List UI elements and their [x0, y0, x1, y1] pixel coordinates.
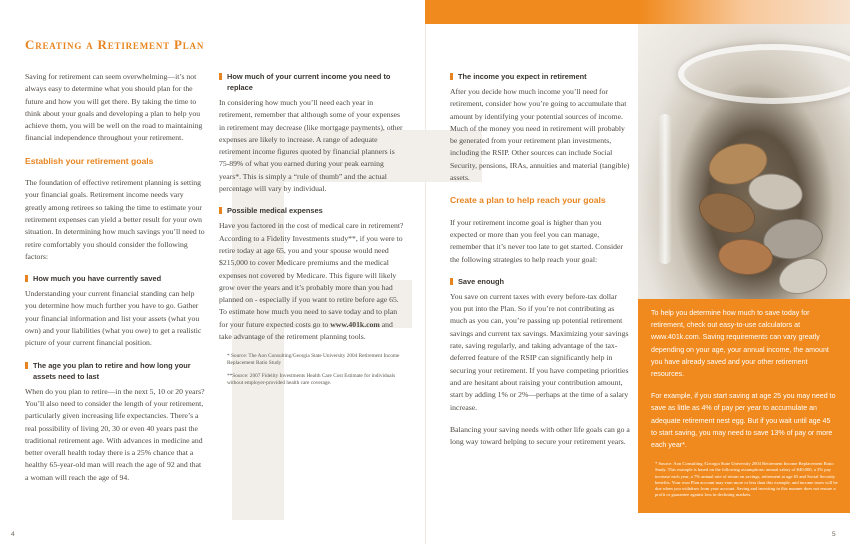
subheading-retire-age: The age you plan to retire and how long your assets need to last — [25, 360, 205, 382]
coin-jar-photo — [638, 24, 850, 299]
page-title: Creating a Retirement Plan — [25, 37, 205, 52]
section-heading-plan: Create a plan to help reach your goals — [450, 195, 606, 206]
sidebar-paragraph-2: For example, if you start saving at age 25 you may need to save as little as 4% of pay per year to accumulate an adequate retirement nest egg. But if you wait until age 45 to start saving, you may need to save 13% of pay or more each year*. — [651, 392, 836, 450]
income-replace-paragraph: In considering how much you’ll need each year in retirement, remember that although some of your expenses in retirement may decrease (like mortgage payments), other expenses are likely to increase. A range of adequate retirement income figures quoted by financial planners is 75-89% of what you earned during your peak earning years*. This is simply a “rule of thumb” and the actual percentage will vary by individual. — [219, 98, 403, 194]
subheading-income-replace: How much of your current income you need to replace — [219, 71, 404, 93]
subheading-expected-income: The income you expect in retirement — [450, 71, 630, 82]
balance-paragraph: Balancing your saving needs with other life goals can go a long way toward helping to secure your retirement years. — [450, 424, 630, 447]
subheading-current-savings: How much you have currently saved — [25, 273, 205, 284]
subheading-save-enough: Save enough — [450, 276, 630, 287]
intro-paragraph: Saving for retirement can seem overwhelming—it’s not always easy to determine what you should plan for the future and how you will get there. By taking the time to think about your goals and developing a plan to help you achieve them, you will be well on the road to maintaining financial independence throughout your retirement. — [25, 72, 203, 143]
save-enough-paragraph: You save on current taxes with every before-tax dollar you put into the Plan. So if you’re not contributing as much as you can, you’re passing up potential retirement savings and current tax savings. Maximizing your savings rate, saving regularly, and taking advantage of the tax-deferred feature of the RSIP can significantly help in securing your retirement. If you have competing priorities and are hesitant about raising your contribution amount, start by adding 1% or 2%—perhaps at the time of a salary increase. — [450, 291, 629, 412]
medical-paragraph: Have you factored in the cost of medical care in retirement? According to a Fidelity Investments study**, if you were to retire today at age 65, you and your spouse would need $215,000 to cover Medicare premiums and the medical expenses not covered by Medicare. This figure will likely grow over the years and it’s probably more than you had planned on - especially if you want to retire before age 65. To estimate how much you need to save today and to plan for your future expected costs go to www.401k.com and take advantage of the retirement planning tools. — [219, 221, 404, 342]
current-savings-paragraph: Understanding your current financial standing can help you determine how much further you have to go. Gather your financial information and list your assets (what you own) and your liabilities (what you owe) to get a realistic picture of your current financial position. — [25, 289, 202, 348]
sidebar-paragraph-1: To help you determine how much to save today for retirement, check out easy-to-use calculators at www.401k.com. Saving requirements can vary greatly depending on your age, your annual income, the amount you have already saved and your other retirement resources. — [651, 309, 829, 379]
retire-age-paragraph: When do you plan to retire—in the next 5, 10 or 20 years? You’ll also need to consider the length of your retirement, particularly given increasing life expectancies. There’s a real possibility of living 20, 30 or even 40 years past the traditional retirement age. With advances in medicine and better overall health today there is a 25% chance that a healthy 65-year-old man will reach the age of 92 and that a woman will reach the age of 94. — [25, 386, 205, 482]
plan-paragraph: If your retirement income goal is higher than you expected or more than you feel you can manage, remember that it’s never too late to get started. Consider the following strategies to help reach your goal: — [450, 217, 623, 264]
goals-paragraph: The foundation of effective retirement planning is setting your financial goals. Retirement income needs vary greatly among retirees so taking the time to estimate your retirement expenses can yield a better result for your own situation. In determining how much savings you’ll need to retire comfortably you should consider the following factors: — [25, 178, 205, 261]
footnote-aon: * Source: The Aon Consulting/Georgia State University 2004 Retirement Income Replacement Ratio Study — [227, 353, 400, 367]
website-link[interactable]: www.401k.com — [330, 319, 380, 329]
sidebar-footnote: * Source: Aon Consulting /Georgia State University 2004 Retirement Income Replacement Ratio Study. This example is based on the following assumptions: annual salary of $40,000, a 3% pay increase each year, a 7% annual rate of return on savings, retirement at age 65 and Social Security benefits. Your own Plan account may earn more or less than this example, and income taxes will be due when you withdraw from your account. Saving and investing in this manner does not ensure a profit or guarantee against loss in declining markets. — [655, 461, 838, 498]
footnote-fidelity: **Source: 2007 Fidelity Investments Health Care Cost Estimate for individuals without employer-provided health care coverage. — [227, 373, 396, 387]
top-band-fade — [640, 0, 850, 24]
column-left — [25, 71, 205, 494]
column-middle — [219, 71, 404, 393]
page-number-left: 4 — [11, 531, 15, 538]
page-number-right: 5 — [832, 531, 836, 538]
subheading-medical: Possible medical expenses — [219, 205, 404, 216]
expected-income-paragraph: After you decide how much income you’ll need for retirement, consider how you’re going to accumulate that amount by identifying your potential sources of income. Much of the money you need in retirement will probably be generated from your retirement plan investments, including the RSIP. Other sources can include Social Security, pensions, IRAs, annuities and material (tangible) assets. — [450, 87, 630, 183]
column-right — [450, 71, 630, 458]
sidebar-callout — [638, 299, 850, 513]
section-heading-goals: Establish your retirement goals — [25, 155, 154, 166]
